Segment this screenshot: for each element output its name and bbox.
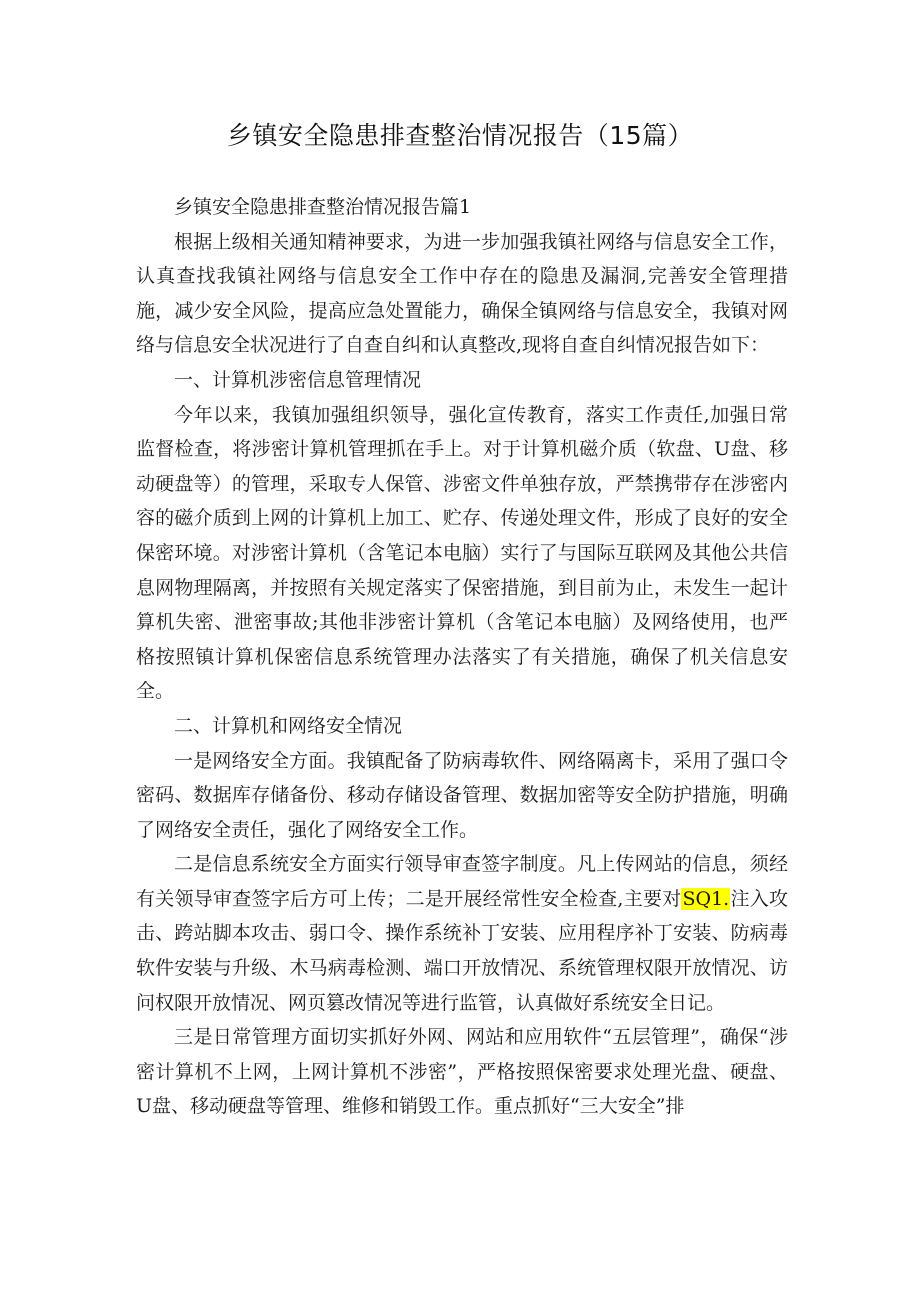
- paragraph-classified-management: 今年以来，我镇加强组织领导，强化宣传教育，落实工作责任,加强日常监督检查，将涉密计算机管理抓在手上。对于计算机磁介质（软盘、U盘、移动硬盘等）的管理，采取专人保管、涉密文件单独存放，严禁携带存在涉密内容的磁介质到上网的计算机上加工、贮存、传递处理文件，形成了良好的安全保密环境。对涉密计算机（含笔记本电脑）实行了与国际互联网及其他公共信息网物理隔离，并按照有关规定落实了保密措施，到目前为止，未发生一起计算机失密、泄密事故;其他非涉密计算机（含笔记本电脑）及网络使用，也严格按照镇计算机保密信息系统管理办法落实了有关措施，确保了机关信息安全。: [136, 403, 788, 703]
- paragraph-text-after-highlight: 注入攻击、跨站脚本攻击、弱口令、操作系统补丁安装、应用程序补丁安装、防病毒软件安装与升级、木马病毒检测、端口开放情况、系统管理权限开放情况、访问权限开放情况、网页篡改情况等进行监管，认真做好系统安全日记。: [136, 887, 788, 1014]
- paragraph-text-before-highlight: 二是信息系统安全方面实行领导审查签字制度。凡上传网站的信息，须经有关领导审查签字后方可上传；二是开展经常性安全检查,主要对: [136, 853, 788, 910]
- paragraph-daily-management: 三是日常管理方面切实抓好外网、网站和应用软件“五层管理”，确保“涉密计算机不上网，上网计算机不涉密”，严格按照保密要求处理光盘、硬盘、U盘、移动硬盘等管理、维修和销毁工作。重点抓好“三大安全”排: [136, 1026, 788, 1118]
- paragraph-network-security: 一是网络安全方面。我镇配备了防病毒软件、网络隔离卡，采用了强口令密码、数据库存储备份、移动存储设备管理、数据加密等安全防护措施，明确了网络安全责任，强化了网络安全工作。: [136, 749, 788, 841]
- document-title: 乡镇安全隐患排查整治情况报告（15篇）: [226, 121, 694, 150]
- paragraph-info-system-security: [136, 847, 788, 1020]
- section-heading-2: 二、计算机和网络安全情况: [174, 714, 403, 737]
- section-heading-report-1: 乡镇安全隐患排查整治情况报告篇1: [174, 196, 472, 218]
- section-heading-1: 一、计算机涉密信息管理情况: [174, 368, 422, 391]
- document-body: [136, 190, 788, 1124]
- highlighted-text: SQ1.: [682, 887, 730, 910]
- intro-paragraph: 根据上级相关通知精神要求，为进一步加强我镇社网络与信息安全工作，认真查找我镇社网络与信息安全工作中存在的隐患及漏洞,完善安全管理措施，减少安全风险，提高应急处置能力，确保全镇网络与信息安全，我镇对网络与信息安全状况进行了自查自纠和认真整改,现将自查自纠情况报告如下：: [136, 230, 788, 357]
